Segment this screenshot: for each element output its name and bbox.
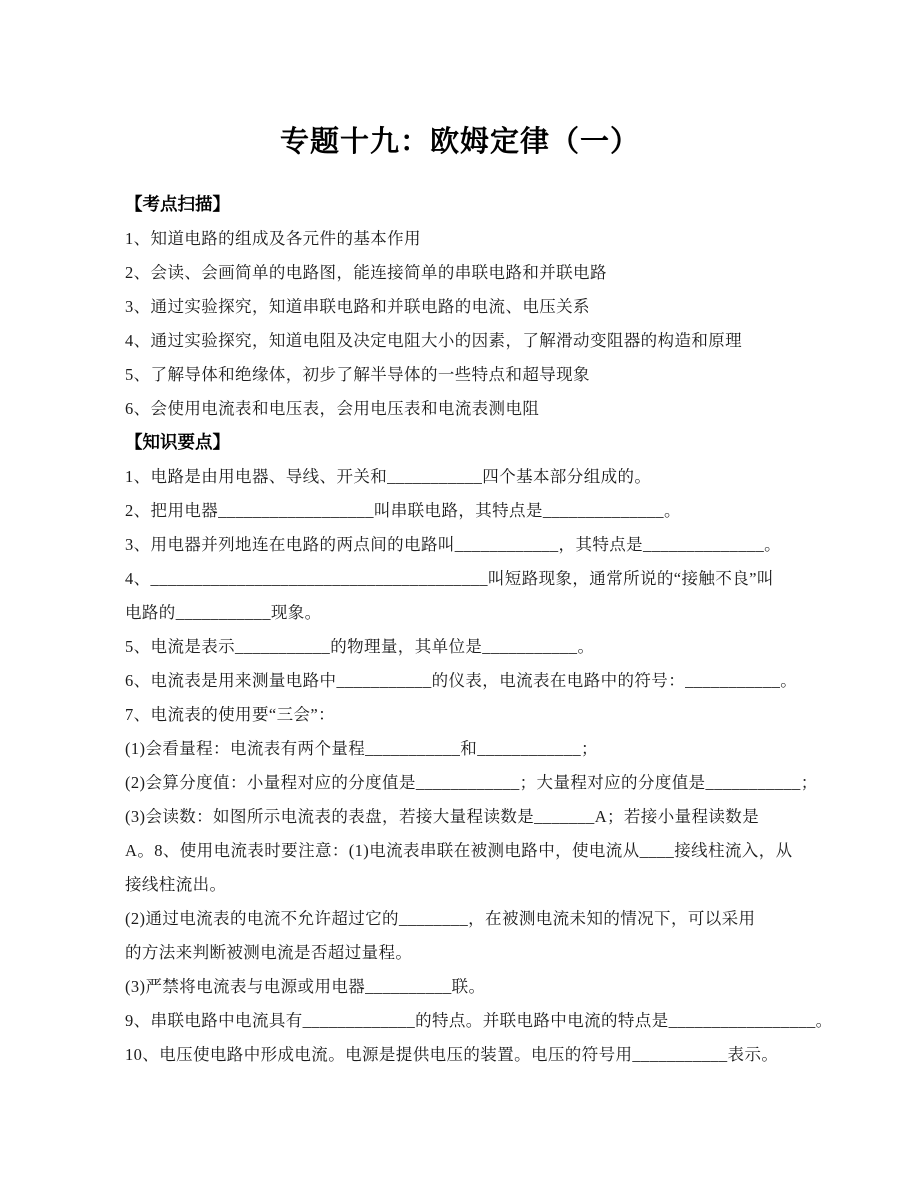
document-body [0,188,920,1072]
exam-point-line-1: 1、知道电路的组成及各元件的基本作用 [125,229,421,248]
knowledge-line-4-continuation: 电路的___________现象。 [125,603,322,622]
knowledge-line-1: 1、电路是由用电器、导线、开关和___________四个基本部分组成的。 [125,467,652,486]
knowledge-line-8-continuation: 接线柱流出。 [125,875,227,894]
document-title: 专题十九：欧姆定律（一） [279,124,640,158]
exam-point-line-3: 3、通过实验探究，知道串联电路和并联电路的电流、电压关系 [125,297,590,316]
knowledge-line-4: 4、_______________________________________叫短路现象，通常所说的“接触不良”叫 [125,569,774,588]
exam-point-line-5: 5、了解导体和绝缘体，初步了解半导体的一些特点和超导现象 [125,365,590,384]
knowledge-line-8-sub-2: (2)通过电流表的电流不允许超过它的________，在被测电流未知的情况下，可以采用 [125,909,756,928]
knowledge-line-2: 2、把用电器__________________叫串联电路，其特点是______________。 [125,501,681,520]
knowledge-line-5: 5、电流是表示___________的物理量，其单位是___________。 [125,637,595,656]
knowledge-line-7: 7、电流表的使用要“三会”： [125,705,335,724]
exam-point-line-2: 2、会读、会画简单的电路图，能连接简单的串联电路和并联电路 [125,263,607,282]
section-heading-knowledge-points: 【知识要点】 [125,433,230,453]
knowledge-line-7-sub-1: (1)会看量程：电流表有两个量程___________和____________； [125,739,598,758]
knowledge-line-10: 10、电压使电路中形成电流。电源是提供电压的装置。电压的符号用___________表示。 [125,1045,779,1064]
knowledge-line-7-sub-2: (2)会算分度值：小量程对应的分度值是____________；大量程对应的分度值是___________； [125,773,818,792]
knowledge-line-8-sub-3: (3)严禁将电流表与电源或用电器__________联。 [125,977,486,996]
knowledge-line-7-sub-3: (3)会读数：如图所示电流表的表盘，若接大量程读数是_______A；若接小量程读数是 [125,807,760,826]
exam-point-line-6: 6、会使用电流表和电压表，会用电压表和电流表测电阻 [125,399,540,418]
exam-point-line-4: 4、通过实验探究，知道电阻及决定电阻大小的因素，了解滑动变阻器的构造和原理 [125,331,743,350]
knowledge-line-6: 6、电流表是用来测量电路中___________的仪表，电流表在电路中的符号：___________。 [125,671,798,690]
knowledge-line-8: A。8、使用电流表时要注意：(1)电流表串联在被测电路中，使电流从____接线柱流入，从 [125,841,793,860]
knowledge-line-8-sub-2-continuation: 的方法来判断被测电流是否超过量程。 [125,943,413,962]
knowledge-line-9: 9、串联电路中电流具有_____________的特点。并联电路中电流的特点是_________________。 [125,1011,833,1030]
knowledge-line-3: 3、用电器并列地连在电路的两点间的电路叫____________，其特点是______________。 [125,535,782,554]
section-heading-exam-points: 【考点扫描】 [125,195,230,215]
